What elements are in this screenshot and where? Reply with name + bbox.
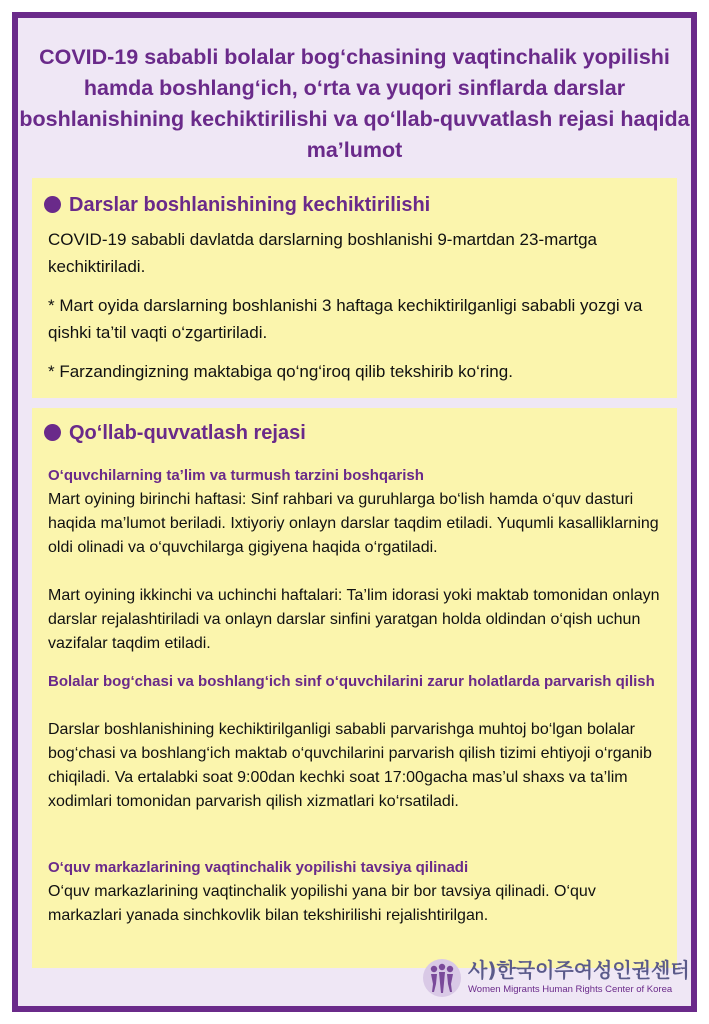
notice-frame <box>12 12 697 1012</box>
subsection-title: Bolalar bog‘chasi va boshlang‘ich sinf o‘quvchilarini zarur holatlarda parvarish qilish <box>48 673 655 690</box>
subsection-title: O‘quvchilarning ta’lim va turmush tarzini boshqarish <box>48 467 424 484</box>
subsection-text: O‘quv markazlarining vaqtinchalik yopilishi yana bir bor tavsiya qilinadi. O‘quv markazlari yanada sinchkovlik bilan tekshirilishi rejalishtirilgan. <box>48 883 596 924</box>
org-name-korean: 사)한국이주여성인권센터 <box>468 958 690 982</box>
people-logo-icon <box>422 958 462 998</box>
bullet-icon <box>44 424 61 441</box>
section-delay <box>32 178 677 398</box>
subsection-text: Mart oyining ikkinchi va uchinchi haftalari: Ta’lim idorasi yoki maktab tomonidan onlayn darslar rejalashtiriladi va onlayn darslar sinfini yaratgan holda oldindan o‘qish uchun vazifalar taqdim etiladi. <box>48 587 660 652</box>
section-heading-text: Darslar boshlanishining kechiktirilishi <box>69 194 431 216</box>
section-support <box>32 408 677 968</box>
subsection-text: Mart oyining birinchi haftasi: Sinf rahbari va guruhlarga bo‘lish hamda o‘quv dasturi haqida ma’lumot beriladi. Ixtiyoriy onlayn darslar taqdim etiladi. Yuqumli kasalliklarning oldi olinadi va o‘quvchilarga gigiyena haqida o‘rgatiladi. <box>48 491 659 556</box>
section-heading-text: Qo‘llab-quvvatlash rejasi <box>69 422 306 444</box>
bullet-icon <box>44 196 61 213</box>
subsection-text: Darslar boshlanishining kechiktirilganligi sababli parvarishga muhtoj bo‘lgan bolalar bog‘chasi va boshlang‘ich maktab o‘quvchilarini parvarish qilish tizimi ehtiyoji o‘rganib chiqiladi. Va ertalabki soat 9:00dan kechki soat 17:00gacha mas’ul shaxs va ta’lim xodimlari tomonidan parvarish qilish xizmatlari ko‘rsatiladi. <box>48 721 652 810</box>
page-title: COVID-19 sababli bolalar bog‘chasining vaqtinchalik yopilishi hamda boshlang‘ich, o‘rta va yuqori sinflarda darslar boshlanishining kechiktirilishi va qo‘llab-quvvatlash rejasi haqida ma’lumot <box>19 45 690 162</box>
org-name-english: Women Migrants Human Rights Center of Korea <box>468 984 673 995</box>
vacation-note: * Mart oyida darslarning boshlanishi 3 haftaga kechiktirilganligi sababli yozgi va qishki ta’til vaqti o‘zgartiriladi. <box>48 296 643 342</box>
call-school-note: * Farzandingizning maktabiga qo‘ng‘iroq qilib tekshirib ko‘ring. <box>48 362 513 381</box>
organization-footer <box>422 958 690 1002</box>
subsection-title: O‘quv markazlarining vaqtinchalik yopilishi tavsiya qilinadi <box>48 859 469 876</box>
delay-paragraph: COVID-19 sababli davlatda darslarning boshlanishi 9-martdan 23-martga kechiktiriladi. <box>48 230 598 276</box>
section-heading <box>44 420 306 446</box>
section-heading <box>44 192 430 218</box>
